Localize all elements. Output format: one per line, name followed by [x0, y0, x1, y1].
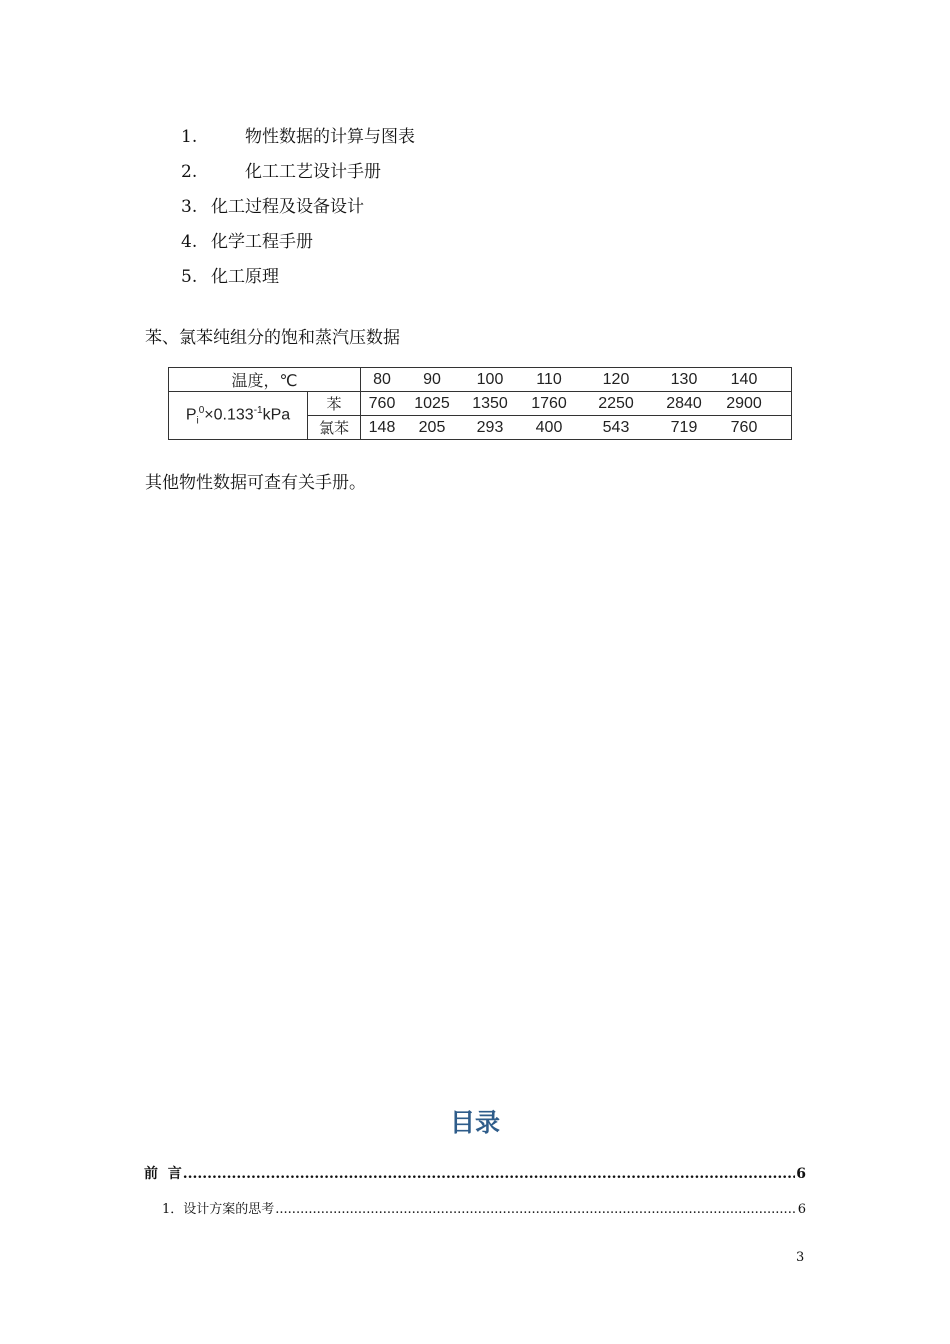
toc-title: 目录: [449, 1108, 500, 1137]
component-chlorobenzene: 氯苯: [308, 416, 361, 440]
reference-number: 3.: [181, 197, 198, 217]
reference-item: [181, 227, 415, 262]
pressure-cell: 1760: [531, 394, 567, 412]
reference-title: 物性数据的计算与图表: [245, 127, 415, 147]
pressure-header: [169, 392, 308, 440]
temperature-cell: 130: [670, 370, 698, 388]
toc-entry-page: 6: [796, 1166, 806, 1182]
temperature-cell: 120: [602, 370, 630, 388]
toc-entry-page: 6: [797, 1202, 806, 1217]
reference-number: 2.: [181, 162, 198, 182]
reference-item: [181, 192, 415, 227]
benzene-values: [361, 392, 792, 416]
page-number: 3: [796, 1250, 805, 1265]
temperature-cell: 140: [730, 370, 758, 388]
reference-item: [181, 122, 415, 157]
temperature-cell: 80: [373, 370, 391, 388]
pressure-cell: 148: [368, 418, 396, 436]
temperature-values: [361, 368, 792, 392]
toc-entry-label: 1．设计方案的思考: [162, 1202, 275, 1217]
table-row: [169, 392, 792, 416]
pressure-unit: kPa: [262, 406, 291, 424]
toc-entry[interactable]: [162, 1198, 806, 1217]
pressure-cell: 1025: [414, 394, 450, 412]
toc-entry[interactable]: [144, 1163, 806, 1183]
vapor-pressure-table: [168, 367, 792, 440]
pressure-exponent: -1: [253, 404, 263, 416]
pressure-cell: 760: [730, 418, 758, 436]
reference-title: 化工过程及设备设计: [211, 197, 364, 217]
toc-leader-dots: [183, 1166, 796, 1182]
temperature-cell: 90: [423, 370, 441, 388]
reference-item: [181, 262, 415, 297]
pressure-cell: 293: [476, 418, 504, 436]
table-caption: 苯、氯苯纯组分的饱和蒸汽压数据: [145, 328, 400, 348]
pressure-cell: 1350: [472, 394, 508, 412]
data-note: 其他物性数据可查有关手册。: [145, 473, 366, 493]
reference-title: 化工原理: [211, 267, 279, 287]
temperature-cell: 100: [476, 370, 504, 388]
reference-title: 化工工艺设计手册: [245, 162, 381, 182]
reference-item: [181, 157, 415, 192]
pressure-subscript: i: [196, 415, 199, 427]
pressure-cell: 2840: [666, 394, 702, 412]
table-row: [169, 368, 792, 392]
temperature-cell: 110: [536, 370, 562, 388]
temperature-header: 温度，℃: [169, 368, 361, 392]
pressure-cell: 543: [602, 418, 630, 436]
chlorobenzene-values: [361, 416, 792, 440]
reference-list: [181, 122, 415, 297]
pressure-cell: 719: [670, 418, 698, 436]
reference-number: 4.: [181, 232, 198, 252]
reference-title: 化学工程手册: [211, 232, 313, 252]
pressure-cell: 205: [418, 418, 446, 436]
pressure-cell: 760: [368, 394, 396, 412]
pressure-cell: 2250: [598, 394, 634, 412]
pressure-superscript: 0: [198, 404, 205, 416]
pressure-cell: 400: [535, 418, 563, 436]
component-benzene: 苯: [308, 392, 361, 416]
toc-entry-label: 前 言: [144, 1166, 182, 1182]
toc-leader-dots: [275, 1202, 796, 1217]
reference-number: 1.: [181, 127, 198, 147]
pressure-cell: 2900: [726, 394, 762, 412]
pressure-symbol: P: [185, 406, 197, 424]
reference-number: 5.: [181, 267, 198, 287]
pressure-factor: ×0.133: [204, 406, 254, 424]
